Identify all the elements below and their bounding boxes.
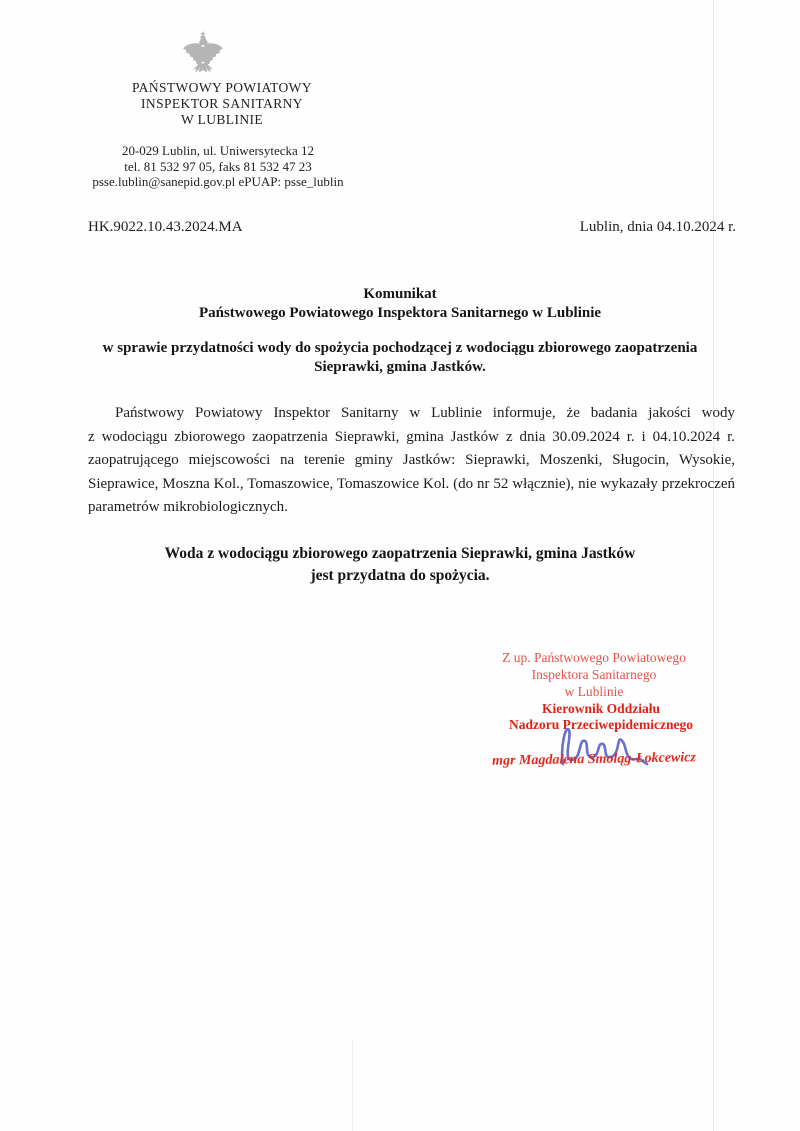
letterhead-org-name (78, 80, 366, 128)
org-name-line: INSPEKTOR SANITARNY (141, 96, 303, 111)
scan-artifact-line (352, 1040, 353, 1131)
case-number: HK.9022.10.43.2024.MA (88, 219, 243, 235)
document-subject (0, 339, 800, 377)
title-line: Państwowego Powiatowego Inspektora Sanitarnego w Lublinie (198, 305, 602, 321)
address-line: 20-029 Lublin, ul. Uniwersytecka 12 (121, 143, 315, 158)
body-line: Sieprawice, Moszna Kol., Tomaszowice, Tomaszowice Kol. (do nr 52 włącznie), nie wykazały przekroczeń (88, 475, 735, 492)
title-line: Komunikat (363, 286, 437, 302)
statement-line: jest przydatna do spożycia. (310, 566, 490, 584)
stamp-role-line: Kierownik Oddziału (542, 701, 660, 716)
stamp-line: Z up. Państwowego Powiatowego (502, 650, 686, 665)
eagle-emblem-icon (181, 31, 225, 79)
letterhead-address (58, 143, 378, 190)
stamp-line: Inspektora Sanitarnego (531, 667, 657, 682)
document-title (0, 285, 800, 323)
phone-fax-line: tel. 81 532 97 05, faks 81 532 47 23 (124, 158, 312, 174)
reference-row (88, 219, 736, 236)
statement-line: Woda z wodociągu zbiorowego zaopatrzenia Sieprawki, gmina Jastków (164, 545, 636, 562)
body-line: zaopatrującego miejscowości na terenie gminy Jastków: Sieprawki, Moszenki, Sługocin, Wysokie, (88, 452, 735, 468)
subject-line: w sprawie przydatności wody do spożycia pochodzącej z wodociągu zbiorowego zaopatrzenia (102, 340, 698, 356)
stamp-line: w Lublinie (564, 684, 624, 699)
subject-line: Sieprawki, gmina Jastków. (314, 359, 486, 375)
body-line: Państwowy Powiatowy Inspektor Sanitarny w Lublinie informuje, że badania jakości wody (115, 405, 735, 421)
body-line: z wodociągu zbiorowego zaopatrzenia Sieprawki, gmina Jastków z dnia 30.09.2024 r. i 04.10.2024 r. (88, 428, 735, 445)
email-epuap-line: psse.lublin@sanepid.gov.pl ePUAP: psse_lublin (92, 174, 344, 189)
org-name-line: W LUBLINIE (180, 112, 264, 127)
signatory-name: mgr Magdalena Smoląg-Łokcewicz (491, 750, 696, 769)
body-paragraph (88, 402, 735, 520)
place-date: Lublin, dnia 04.10.2024 r. (579, 219, 736, 235)
org-name-line: PAŃSTWOWY POWIATOWY (132, 80, 312, 95)
conclusion-statement (0, 543, 800, 586)
body-line: parametrów mikrobiologicznych. (88, 499, 288, 515)
stamp-role-line: Nadzoru Przeciwepidemicznego (508, 716, 694, 732)
